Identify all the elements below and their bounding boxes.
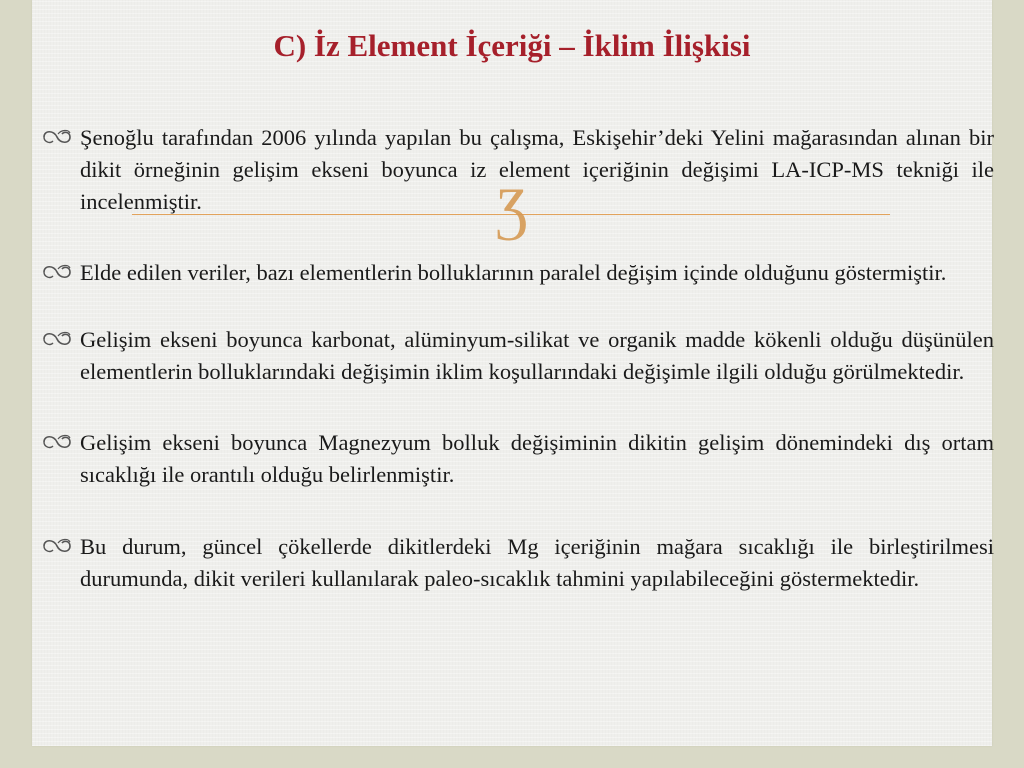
bullet-text: Bu durum, güncel çökellerde dikitlerdeki Mg içeriğinin mağara sıcaklığı ile birleştirilmesi durumunda, dikit verileri kullanılarak paleo-sıcaklık tahmini yapılabileceğini göstermektedir. — [80, 534, 994, 591]
bullet-text: Gelişim ekseni boyunca karbonat, alüminyum-silikat ve organik madde kökenli olduğu düşünülen elementlerin bolluklarındaki değişimin iklim koşullarındaki değişimle ilgili olduğu görülmektedir. — [80, 327, 994, 384]
divider-ornament-icon: Ʒ — [496, 176, 528, 241]
bullet-item — [40, 257, 994, 289]
bullet-list — [40, 122, 994, 630]
bullet-text: Gelişim ekseni boyunca Magnezyum bolluk değişiminin dikitin gelişim dönemindeki dış ortam sıcaklığı ile orantılı olduğu belirlenmiştir. — [80, 430, 994, 487]
ornament-bullet-icon — [40, 533, 74, 559]
bullet-text: Elde edilen veriler, bazı elementlerin bolluklarının paralel değişim içinde olduğunu göstermiştir. — [80, 260, 947, 285]
slide-title: C) İz Element İçeriği – İklim İlişkisi — [273, 28, 751, 63]
ornament-bullet-icon — [40, 326, 74, 352]
bullet-item — [40, 427, 994, 491]
bullet-item — [40, 324, 994, 388]
ornament-bullet-icon — [40, 259, 74, 285]
bullet-item — [40, 531, 994, 595]
bullet-item — [40, 122, 994, 218]
ornament-bullet-icon — [40, 124, 74, 150]
bullet-text: Şenoğlu tarafından 2006 yılında yapılan bu çalışma, Eskişehir’deki Yelini mağarasından alınan bir dikit örneğinin gelişim ekseni boyunca iz element içeriğinin değişimi LA-ICP-MS tekniği ile incelenmiştir. — [80, 125, 994, 214]
slide — [32, 0, 992, 746]
ornament-bullet-icon — [40, 429, 74, 455]
